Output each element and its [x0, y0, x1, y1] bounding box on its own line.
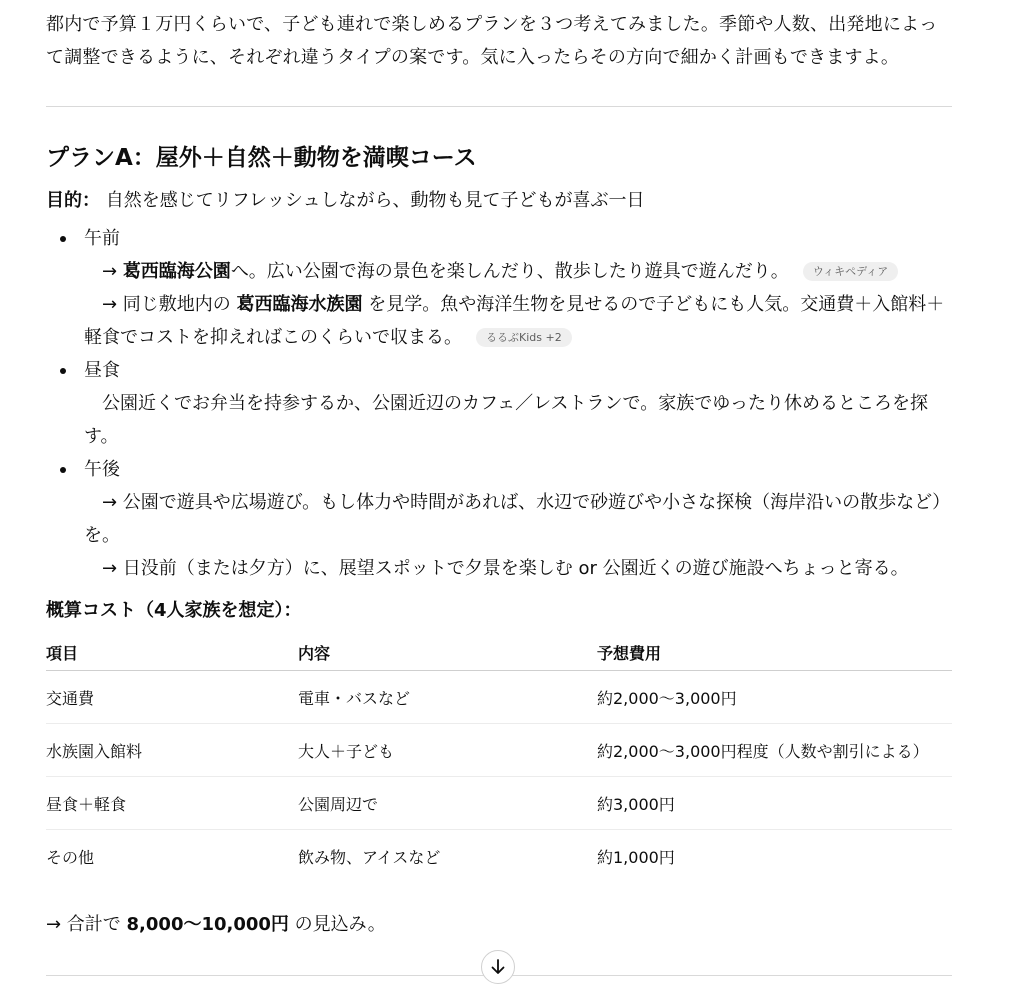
step-prefix: →	[102, 261, 123, 282]
afternoon-step-2: → 日没前（または夕方）に、展望スポットで夕景を楽しむ or 公園近くの遊び施設へちょっと寄る。	[102, 558, 909, 579]
table-cell: 昼食＋軽食	[46, 777, 298, 830]
total-suffix: の見込み。	[288, 914, 386, 935]
step-prefix: → 同じ敷地内の	[102, 294, 237, 315]
scroll-down-button[interactable]	[481, 950, 515, 984]
total-prefix: → 合計で	[46, 914, 127, 935]
table-row	[46, 671, 952, 724]
purpose-label: 目的：	[46, 190, 100, 211]
intro-paragraph: 都内で予算１万円くらいで、子ども連れで楽しめるプランを３つ考えてみました。季節や人数、出発地によって調整できるように、それぞれ違うタイプの案です。気に入ったらその方向で細かく計画もできますよ。	[46, 14, 938, 68]
purpose-text: 自然を感じてリフレッシュしながら、動物も見て子どもが喜ぶ一日	[100, 190, 645, 211]
table-cell: 約3,000円	[597, 777, 952, 830]
column-header-cost: 予想費用	[597, 634, 952, 671]
step-text: を見学。魚や海洋生物を見せるので子どもにも人気。交通費＋入館料＋軽食でコストを抑えればこのくらいで収まる。	[84, 294, 945, 348]
lunch-step-1: 公園近くでお弁当を持参するか、公園近辺のカフェ／レストランで。家族でゆったり休めるところを探す。	[84, 393, 929, 447]
lunch-label: 昼食	[84, 360, 120, 381]
cost-table	[46, 634, 952, 882]
column-header-item: 項目	[46, 634, 298, 671]
column-header-content: 内容	[298, 634, 597, 671]
table-cell: その他	[46, 847, 95, 867]
table-cell: 大人＋子ども	[298, 724, 597, 777]
table-cell: 電車・バスなど	[298, 671, 597, 724]
table-cell: 約2,000〜3,000円	[597, 671, 952, 724]
aquarium-name: 葛西臨海水族園	[236, 294, 363, 315]
step-text: へ。広い公園で海の景色を楽しんだり、散歩したり遊具で遊んだり。	[230, 261, 789, 282]
total-estimate	[46, 908, 386, 941]
plan-a-purpose	[46, 184, 644, 217]
table-row	[46, 777, 952, 830]
morning-step-1	[84, 255, 952, 288]
kasai-park-name: 葛西臨海公園	[122, 261, 231, 282]
timeline-item-morning	[46, 222, 952, 354]
table-header-row	[46, 634, 952, 671]
source-chip-rurubu[interactable]: るるぶKids +2	[476, 328, 572, 347]
timeline-item-afternoon	[46, 453, 952, 585]
table-cell: 交通費	[46, 671, 298, 724]
assistant-message	[46, 0, 952, 935]
table-cell: 公園周辺で	[298, 777, 597, 830]
table-cell: 約1,000円	[597, 847, 675, 867]
plan-a-timeline	[46, 222, 952, 585]
table-cell: 約2,000〜3,000円程度（人数や割引による）	[597, 724, 952, 777]
morning-label: 午前	[84, 228, 120, 249]
plan-a-title: プランA：屋外＋自然＋動物を満喫コース	[46, 145, 477, 171]
table-cell: 水族園入館料	[46, 724, 298, 777]
timeline-item-lunch	[46, 354, 952, 453]
morning-step-2	[84, 288, 952, 354]
cost-title: 概算コスト（4人家族を想定）：	[46, 600, 302, 621]
afternoon-step-1: → 公園で遊具や広場遊び。もし体力や時間があれば、水辺で砂遊びや小さな探検（海岸沿いの散歩など）を。	[84, 492, 951, 546]
table-row	[46, 724, 952, 777]
afternoon-label: 午後	[84, 459, 120, 480]
table-cell: 飲み物、アイスなど	[298, 847, 441, 867]
section-divider	[46, 106, 952, 107]
arrow-down-icon	[489, 958, 507, 976]
total-amount: 8,000〜10,000円	[126, 914, 289, 935]
table-row	[46, 830, 952, 883]
source-chip-wikipedia[interactable]: ウィキペディア	[803, 262, 898, 281]
